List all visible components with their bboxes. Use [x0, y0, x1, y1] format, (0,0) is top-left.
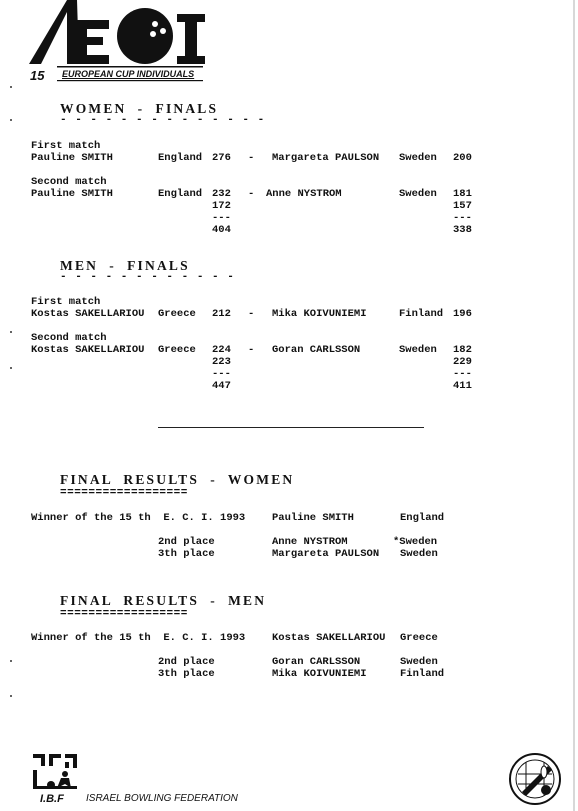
ibf-logo-graphic [31, 752, 79, 792]
women-m1-player2: Margareta PAULSON [272, 152, 380, 164]
women-m2-sep: - [248, 188, 255, 200]
men-m2-p1-total: 447 [212, 380, 231, 392]
men-m2-sep: - [248, 344, 255, 356]
scan-speck [10, 331, 12, 333]
final-women-third-country: Sweden [400, 548, 438, 560]
men-m2-p2-game2: 229 [453, 356, 472, 368]
women-m2-p1-game2: 172 [212, 200, 231, 212]
final-men-winner-name: Kostas SAKELLARIOU [272, 632, 386, 644]
final-men-third-name: Mika KOIVUNIEMI [272, 668, 367, 680]
final-women-second-country: *Sweden [393, 536, 438, 548]
women-m2-player1: Pauline SMITH [31, 188, 113, 200]
ibf-logo [31, 752, 79, 792]
men-m1-player1: Kostas SAKELLARIOU [31, 308, 145, 320]
men-first-match-label: First match [31, 296, 101, 308]
women-m2-p1-total: 404 [212, 224, 231, 236]
women-m2-p1-game1: 232 [212, 188, 231, 200]
men-m2-country1: Greece [158, 344, 196, 356]
final-men-winner-label: Winner of the 15 th E. C. I. 1993 [31, 632, 246, 644]
women-m2-country2: Sweden [399, 188, 437, 200]
women-first-match-label: First match [31, 140, 101, 152]
section-divider [158, 427, 424, 428]
scan-speck [10, 367, 12, 369]
women-m1-score1: 276 [212, 152, 231, 164]
men-finals-heading: MEN - FINALS [60, 258, 190, 273]
women-second-match-label: Second match [31, 176, 107, 188]
final-men-second-country: Sweden [400, 656, 438, 668]
men-m1-score2: 196 [453, 308, 472, 320]
women-m1-player1: Pauline SMITH [31, 152, 113, 164]
women-m1-sep: - [248, 152, 255, 164]
edition-number: 15 [30, 68, 45, 83]
final-women-winner-country: England [400, 512, 445, 524]
men-m2-p2-game1: 182 [453, 344, 472, 356]
final-women-winner-label: Winner of the 15 th E. C. I. 1993 [31, 512, 246, 524]
men-m2-player1: Kostas SAKELLARIOU [31, 344, 145, 356]
final-men-third-label: 3th place [158, 668, 215, 680]
men-second-match-label: Second match [31, 332, 107, 344]
men-m2-country2: Sweden [399, 344, 437, 356]
men-m1-country1: Greece [158, 308, 196, 320]
men-m2-p2-line: --- [453, 368, 472, 380]
men-m1-sep: - [248, 308, 255, 320]
men-m1-country2: Finland [399, 308, 444, 320]
final-men-heading: FINAL RESULTS - MEN [60, 593, 267, 608]
men-m2-p1-game2: 223 [212, 356, 231, 368]
men-m2-p2-total: 411 [453, 380, 472, 392]
final-women-second-label: 2nd place [158, 536, 215, 548]
final-men-underline: ================== [60, 608, 188, 620]
footer-abbr: I.B.F [40, 793, 64, 805]
men-m2-p1-game1: 224 [212, 344, 231, 356]
final-men-second-name: Goran CARLSSON [272, 656, 361, 668]
seal-graphic [508, 752, 562, 806]
scan-speck [10, 695, 12, 697]
final-women-second-name: Anne NYSTROM [272, 536, 348, 548]
women-m2-p2-line: --- [453, 212, 472, 224]
page-edge [573, 0, 575, 811]
final-women-underline: ================== [60, 487, 188, 499]
men-finals-underline: - - - - - - - - - - - - [60, 271, 235, 283]
women-finals-heading: WOMEN - FINALS [60, 101, 219, 116]
men-m2-p1-line: --- [212, 368, 231, 380]
women-finals-underline: - - - - - - - - - - - - - - [60, 114, 266, 126]
women-m1-country2: Sweden [399, 152, 437, 164]
bowling-seal-icon [508, 752, 562, 806]
final-men-second-label: 2nd place [158, 656, 215, 668]
women-m2-player2: Anne NYSTROM [266, 188, 342, 200]
final-men-third-country: Finland [400, 668, 445, 680]
men-m2-player2: Goran CARLSSON [272, 344, 361, 356]
final-women-third-label: 3th place [158, 548, 215, 560]
scan-speck [10, 660, 12, 662]
women-m1-score2: 200 [453, 152, 472, 164]
final-women-heading: FINAL RESULTS - WOMEN [60, 472, 295, 487]
women-m2-p2-game1: 181 [453, 188, 472, 200]
women-m1-country1: England [158, 152, 203, 164]
scan-speck [10, 86, 12, 88]
women-m2-p2-total: 338 [453, 224, 472, 236]
women-m2-p2-game2: 157 [453, 200, 472, 212]
women-m2-p1-line: --- [212, 212, 231, 224]
scan-speck [10, 119, 12, 121]
final-women-winner-name: Pauline SMITH [272, 512, 354, 524]
final-men-winner-country: Greece [400, 632, 438, 644]
footer-federation: ISRAEL BOWLING FEDERATION [86, 793, 238, 804]
final-women-third-name: Margareta PAULSON [272, 548, 380, 560]
women-m2-country1: England [158, 188, 203, 200]
men-m1-score1: 212 [212, 308, 231, 320]
event-title: EUROPEAN CUP INDIVIDUALS [62, 69, 195, 79]
men-m1-player2: Mika KOIVUNIEMI [272, 308, 367, 320]
